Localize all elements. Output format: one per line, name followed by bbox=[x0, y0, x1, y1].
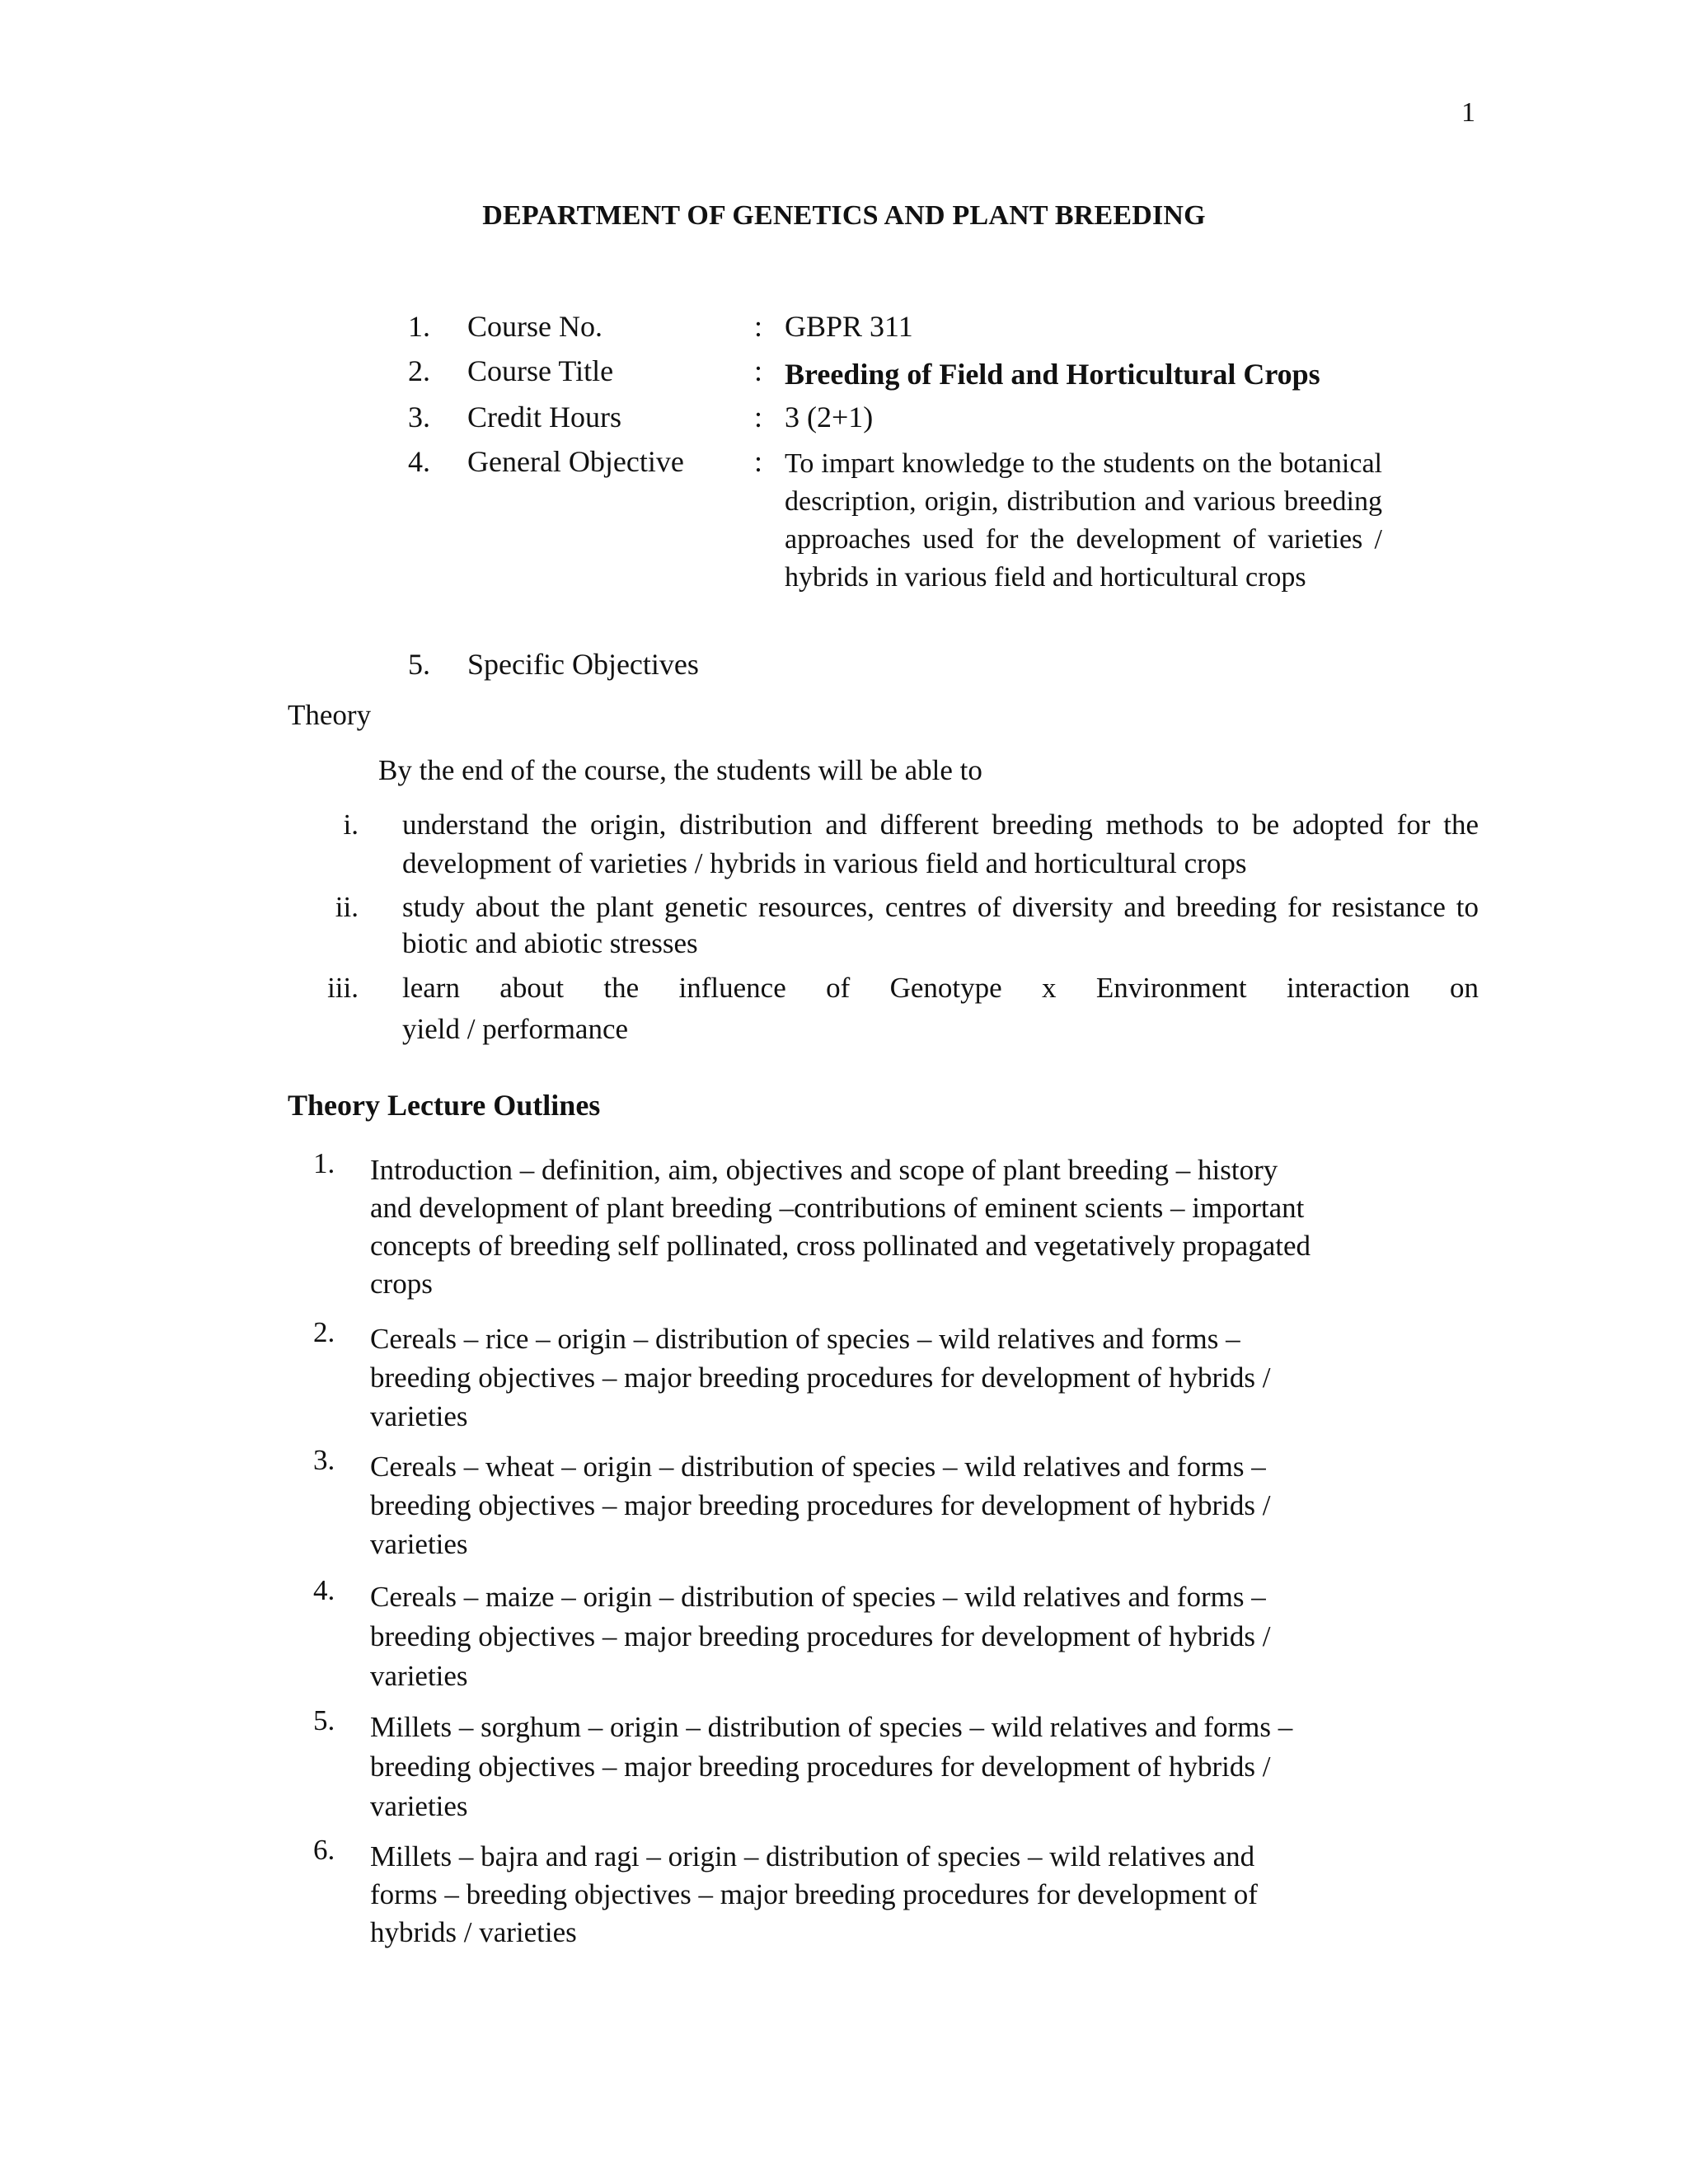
lecture-number: 1. bbox=[313, 1147, 335, 1179]
lecture-line: Introduction – definition, aim, objectives and scope of plant breeding – history bbox=[370, 1154, 1278, 1186]
lecture-line: forms – breeding objectives – major breeding procedures for development of bbox=[370, 1878, 1258, 1910]
lecture-line: Cereals – wheat – origin – distribution of species – wild relatives and forms – bbox=[370, 1451, 1266, 1483]
list-marker: ii. bbox=[335, 891, 359, 923]
course-number-label: Course No. bbox=[467, 310, 603, 343]
course-info-number: 1. bbox=[408, 310, 430, 343]
lecture-line: varieties bbox=[370, 1528, 468, 1560]
lecture-number: 5. bbox=[313, 1704, 335, 1736]
course-info-number: 4. bbox=[408, 445, 430, 478]
colon-separator: : bbox=[754, 401, 763, 434]
course-title-value: Breeding of Field and Horticultural Crops bbox=[785, 358, 1320, 391]
lecture-number: 4. bbox=[313, 1574, 335, 1606]
course-info-number: 5. bbox=[408, 648, 430, 681]
list-marker: i. bbox=[343, 808, 359, 841]
colon-separator: : bbox=[754, 354, 763, 387]
lecture-line: breeding objectives – major breeding procedures for development of hybrids / bbox=[370, 1750, 1271, 1783]
lecture-line: Cereals – rice – origin – distribution of species – wild relatives and forms – bbox=[370, 1323, 1240, 1355]
lecture-line: varieties bbox=[370, 1660, 468, 1692]
lecture-line: concepts of breeding self pollinated, cross pollinated and vegetatively propagated bbox=[370, 1230, 1311, 1262]
lecture-text bbox=[370, 1319, 1442, 1436]
lecture-line: crops bbox=[370, 1268, 433, 1300]
credit-hours-value: 3 (2+1) bbox=[785, 401, 874, 434]
lecture-number: 6. bbox=[313, 1834, 335, 1866]
general-objective-value: To impart knowledge to the students on the botanical description, origin, distribution and various breeding approaches used for the development of varieties / hybrids in various field and horticultural crops bbox=[785, 448, 1382, 593]
objective-text-line: yield / performance bbox=[402, 1013, 629, 1045]
lecture-line: breeding objectives – major breeding procedures for development of hybrids / bbox=[370, 1361, 1271, 1394]
lecture-line: breeding objectives – major breeding procedures for development of hybrids / bbox=[370, 1489, 1271, 1521]
course-title-label: Course Title bbox=[467, 354, 614, 387]
course-number-value: GBPR 311 bbox=[785, 310, 913, 343]
lecture-text bbox=[370, 1708, 1442, 1826]
list-marker: iii. bbox=[327, 972, 359, 1004]
course-info-number: 3. bbox=[408, 401, 430, 434]
page-number: 1 bbox=[1461, 97, 1475, 128]
lecture-line: Millets – bajra and ragi – origin – distribution of species – wild relatives and bbox=[370, 1840, 1255, 1872]
lecture-line: Millets – sorghum – origin – distribution of species – wild relatives and forms – bbox=[370, 1711, 1293, 1743]
course-info-number: 2. bbox=[408, 354, 430, 387]
lecture-number: 3. bbox=[313, 1444, 335, 1476]
lecture-text bbox=[370, 1838, 1442, 1952]
specific-objectives-label: Specific Objectives bbox=[467, 648, 699, 681]
department-heading: DEPARTMENT OF GENETICS AND PLANT BREEDING bbox=[482, 200, 1206, 231]
theory-label: Theory bbox=[288, 699, 372, 731]
credit-hours-label: Credit Hours bbox=[467, 401, 621, 434]
lecture-text bbox=[370, 1151, 1442, 1303]
lecture-line: varieties bbox=[370, 1790, 468, 1822]
objective-text: understand the origin, distribution and different breeding methods to be adopted for the development of varieties / hybrids in various field and horticultural crops bbox=[402, 808, 1479, 879]
lecture-number: 2. bbox=[313, 1316, 335, 1348]
objective-text-line: learn about the influence of Genotype x Environment interaction on bbox=[402, 972, 1479, 1004]
objectives-intro: By the end of the course, the students will be able to bbox=[378, 754, 982, 786]
colon-separator: : bbox=[754, 310, 763, 343]
objective-text: study about the plant genetic resources, centres of diversity and breeding for resistance to biotic and abiotic stresses bbox=[402, 891, 1479, 959]
lecture-line: varieties bbox=[370, 1400, 468, 1432]
lecture-line: hybrids / varieties bbox=[370, 1916, 577, 1948]
general-objective-label: General Objective bbox=[467, 445, 684, 478]
lecture-line: breeding objectives – major breeding procedures for development of hybrids / bbox=[370, 1620, 1271, 1652]
lecture-text bbox=[370, 1577, 1442, 1696]
lecture-line: Cereals – maize – origin – distribution of species – wild relatives and forms – bbox=[370, 1581, 1266, 1613]
colon-separator: : bbox=[754, 445, 763, 478]
lecture-line: and development of plant breeding –contributions of eminent scients – important bbox=[370, 1192, 1305, 1224]
lecture-outlines-heading: Theory Lecture Outlines bbox=[288, 1089, 601, 1122]
lecture-text bbox=[370, 1447, 1442, 1563]
